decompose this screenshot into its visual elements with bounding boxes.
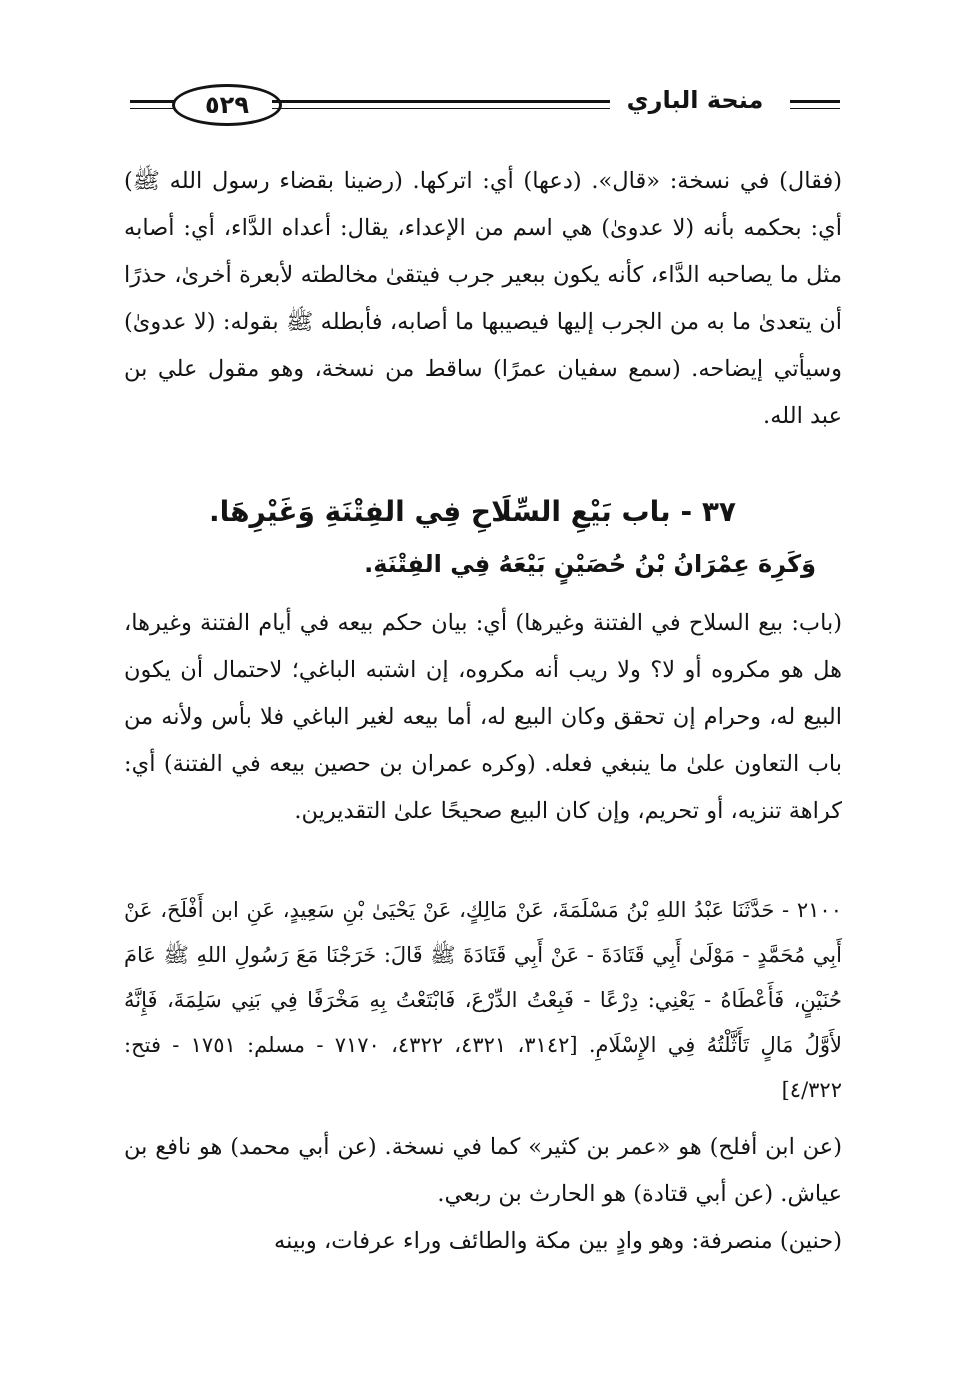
chapter-title: ٣٧ - باب بَيْعِ السِّلَاحِ فِي الفِتْنَةِ وَغَيْرِهَا. (208, 495, 736, 528)
commentary-bottom: (عن ابن أفلح) هو «عمر بن كثير» كما في نسخة. (عن أبي محمد) هو نافع بن عياش. (عن أبي قتادة) هو الحارث بن ربعي. (124, 1134, 842, 1207)
header-rule-left-top (130, 100, 176, 103)
header-rule-left-bottom (130, 108, 176, 109)
commentary-chapter: (باب: بيع السلاح في الفتنة وغيرها) أي: بيان حكم بيعه في أيام الفتنة وغيرها، هل هو مكروه أو لا؟ ولا ريب أنه مكروه، إن اشتبه الباغي؛ لاحتمال أن يكون البيع له، وحرام إن تحقق وكان البيع له، أما بيعه لغير الباغي فلا بأس ولأنه من باب التعاون علىٰ ما ينبغي فعله. (وكره عمران بن حصين بيعه في الفتنة) أي: كراهة تنزيه، أو تحريم، وإن كان البيع صحيحًا علىٰ التقديرين. (124, 610, 842, 824)
header-rule-right-top (790, 100, 840, 103)
page-header (0, 78, 955, 134)
page-number-badge: ٥٢٩ (172, 84, 282, 126)
book-title: منحة الباري (626, 86, 764, 114)
hadith-text: ٢١٠٠ - حَدَّثَنَا عَبْدُ اللهِ بْنُ مَسْلَمَةَ، عَنْ مَالِكٍ، عَنْ يَحْيَىٰ بْنِ سَعِيدٍ، عَنِ ابن أَفْلَحَ، عَنْ أَبِي مُحَمَّدٍ - مَوْلَىٰ أَبِي قَتَادَةَ - عَنْ أَبِي قَتَادَةَ ﷺ قَالَ: خَرَجْنَا مَعَ رَسُولِ اللهِ ﷺ عَامَ حُنَيْنٍ، فَأَعْطَاهُ - يَعْنِي: دِرْعًا - فَبِعْتُ الدِّرْعَ، فَابْتَعْتُ بِهِ مَخْرَفًا فِي بَنِي سَلِمَةَ، فَإِنَّهُ لأَوَّلُ مَالٍ تَأَثَّلْتُهُ فِي الإِسْلَامِ. [٣١٤٢، ٤٣٢١، ٤٣٢٢، ٧١٧٠ - مسلم: ١٧٥١ - فتح: ٤/٣٢٢] (124, 898, 843, 1102)
header-rule-middle-top (272, 100, 610, 103)
commentary-last: (حنين) منصرفة: وهو وادٍ بين مكة والطائف وراء عرفات، وبينه (274, 1228, 842, 1254)
chapter-subtitle: وَكَرِهَ عِمْرَانُ بْنُ حُصَيْنٍ بَيْعَهُ فِي الفِتْنَةِ. (364, 550, 816, 578)
header-rule-right-bottom (790, 108, 840, 109)
header-rule-middle-bottom (272, 108, 610, 109)
commentary-top: (فقال) في نسخة: «قال». (دعها) أي: اتركها. (رضينا بقضاء رسول الله ﷺ) أي: بحكمه بأنه (لا عدوىٰ) هي اسم من الإعداء، يقال: أعداه الدَّاء، أي: أصابه مثل ما يصاحبه الدَّاء، كأنه يكون ببعير جرب فيتقىٰ مخالطته لأبعرة أخرىٰ، حذرًا أن يتعدىٰ ما به من الجرب إليها فيصيبها ما أصابه، فأبطله ﷺ بقوله: (لا عدوىٰ) وسيأتي إيضاحه. (سمع سفيان عمرًا) ساقط من نسخة، وهو مقول علي بن عبد الله. (124, 168, 842, 429)
